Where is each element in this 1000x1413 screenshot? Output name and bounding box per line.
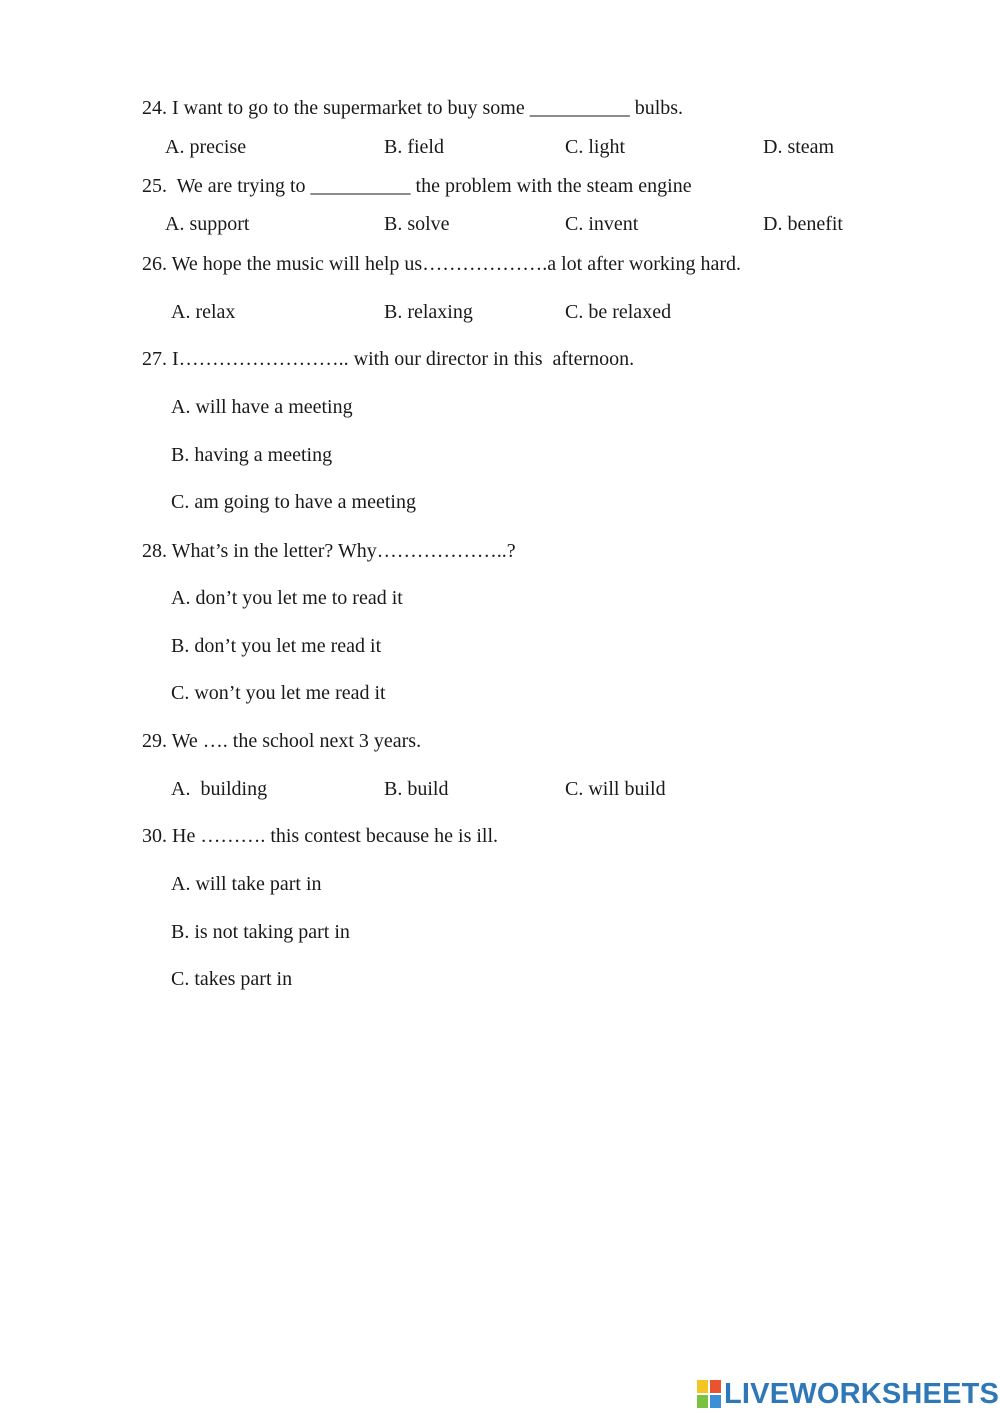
question-29-option-a[interactable]: A. building xyxy=(171,778,268,800)
question-28-option-b[interactable]: B. don’t you let me read it xyxy=(171,635,382,657)
liveworksheets-mark-icon xyxy=(697,1380,721,1408)
question-30-option-a[interactable]: A. will take part in xyxy=(171,873,322,895)
question-27-option-a[interactable]: A. will have a meeting xyxy=(171,396,353,418)
question-26-option-a[interactable]: A. relax xyxy=(171,301,236,323)
question-25-option-b[interactable]: B. solve xyxy=(384,213,450,235)
question-24-option-c[interactable]: C. light xyxy=(565,136,626,158)
question-27-option-b[interactable]: B. having a meeting xyxy=(171,444,333,466)
question-29-option-c[interactable]: C. will build xyxy=(565,778,666,800)
question-28-stem: 28. What’s in the letter? Why………………..? xyxy=(142,540,516,562)
question-25-stem: 25. We are trying to __________ the problem with the steam engine xyxy=(142,175,692,197)
question-25-option-a[interactable]: A. support xyxy=(165,213,250,235)
question-24-option-b[interactable]: B. field xyxy=(384,136,444,158)
question-24-option-a[interactable]: A. precise xyxy=(165,136,247,158)
liveworksheets-logo-text: LIVEWORKSHEETS xyxy=(724,1378,1000,1410)
question-30-stem: 30. He ………. this contest because he is ill. xyxy=(142,825,499,847)
question-26-stem: 26. We hope the music will help us……………….a lot after working hard. xyxy=(142,253,742,275)
question-27-option-c[interactable]: C. am going to have a meeting xyxy=(171,491,416,513)
question-26-option-c[interactable]: C. be relaxed xyxy=(565,301,672,323)
question-28-option-c[interactable]: C. won’t you let me read it xyxy=(171,682,386,704)
question-26-option-b[interactable]: B. relaxing xyxy=(384,301,473,323)
question-29-option-b[interactable]: B. build xyxy=(384,778,449,800)
question-24-option-d[interactable]: D. steam xyxy=(763,136,835,158)
question-30-option-b[interactable]: B. is not taking part in xyxy=(171,921,350,943)
question-25-option-d[interactable]: D. benefit xyxy=(763,213,843,235)
question-24-stem: 24. I want to go to the supermarket to buy some __________ bulbs. xyxy=(142,97,684,119)
question-30-option-c[interactable]: C. takes part in xyxy=(171,968,293,990)
liveworksheets-logo xyxy=(697,1377,999,1411)
question-27-stem: 27. I…………………….. with our director in this afternoon. xyxy=(142,348,635,370)
question-28-option-a[interactable]: A. don’t you let me to read it xyxy=(171,587,403,609)
question-29-stem: 29. We …. the school next 3 years. xyxy=(142,730,422,752)
question-25-option-c[interactable]: C. invent xyxy=(565,213,639,235)
